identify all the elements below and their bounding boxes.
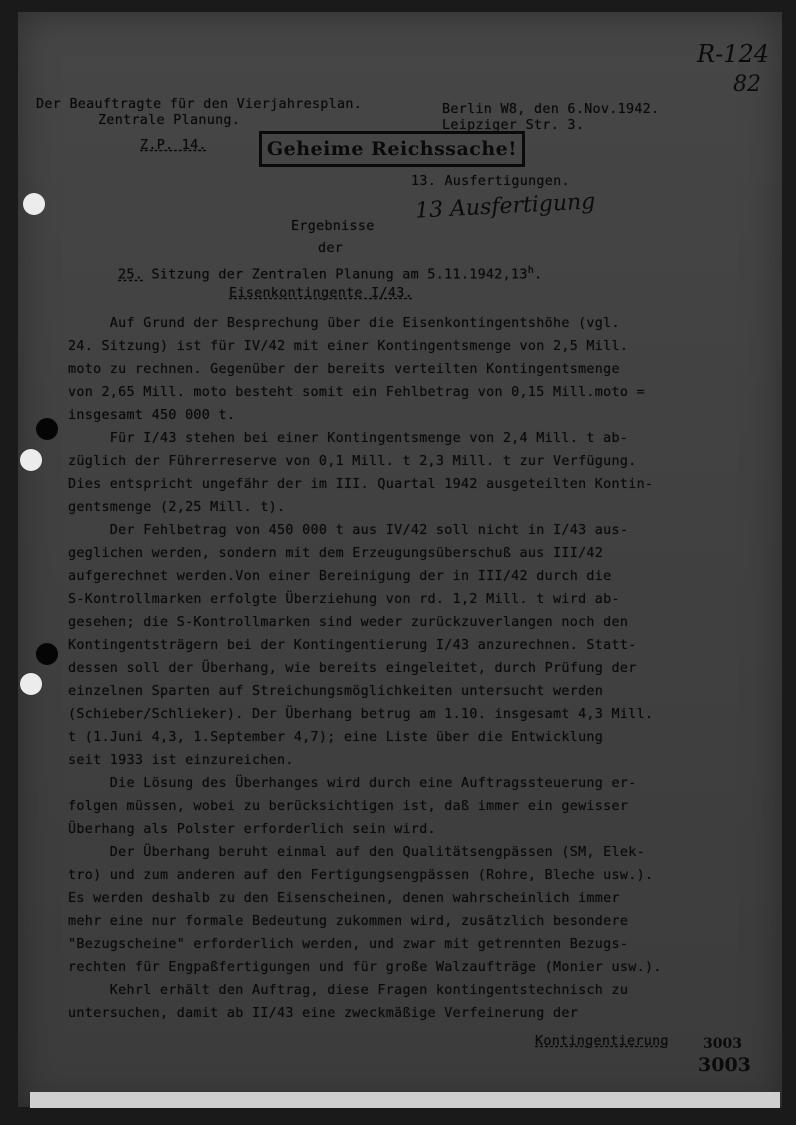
body-line: tro) und zum anderen auf den Fertigungsengpässen (Rohre, Bleche usw.).: [68, 868, 654, 883]
body-line: t (1.Juni 4,3, 1.September 4,7); eine Liste über die Entwicklung: [68, 730, 604, 745]
body-line: Kontingentsträgern bei der Kontingentierung I/43 anzurechnen. Statt-: [68, 638, 637, 653]
body-line: Der Überhang beruht einmal auf den Qualitätsengpässen (SM, Elek-: [68, 845, 645, 860]
body-line: Kehrl erhält den Auftrag, diese Fragen kontingentstechnisch zu: [68, 983, 629, 998]
body-line: Für I/43 stehen bei einer Kontingentsmenge von 2,4 Mill. t ab-: [68, 431, 629, 446]
address-line: Leipziger Str. 3.: [442, 118, 585, 133]
body-line: 24. Sitzung) ist für IV/42 mit einer Kontingentsmenge von 2,5 Mill.: [68, 339, 629, 354]
body-line: Auf Grund der Besprechung über die Eisenkontingentshöhe (vgl.: [68, 316, 620, 331]
body-line: untersuchen, damit ab II/43 eine zweckmäßige Verfeinerung der: [68, 1006, 579, 1021]
body-line: von 2,65 Mill. moto besteht somit ein Fehlbetrag von 0,15 Mill.moto =: [68, 385, 645, 400]
paper-edge-strip: [30, 1092, 780, 1108]
body-line: einzelnen Sparten auf Streichungsmöglichkeiten untersucht werden: [68, 684, 604, 699]
secret-stamp: [259, 131, 525, 167]
body-line: mehr eine nur formale Bedeutung zukommen wird, zusätzlich besondere: [68, 914, 629, 929]
body-line: Dies entspricht ungefähr der im III. Quartal 1942 ausgeteilten Kontin-: [68, 477, 654, 492]
session-end: .: [534, 267, 543, 283]
title-line-2: der: [318, 241, 344, 256]
document-number-small: 3003: [703, 1036, 742, 1052]
body-line: dessen soll der Überhang, wie bereits eingeleitet, durch Prüfung der: [68, 661, 637, 676]
copies-typed: 13. Ausfertigungen.: [411, 174, 570, 189]
body-line: Es werden deshalb zu den Eisenscheinen, denen wahrscheinlich immer: [68, 891, 620, 906]
subtitle: Eisenkontingente I/43.: [229, 286, 413, 301]
title-line-1: Ergebnisse: [291, 219, 375, 234]
body-line: rechten für Engpaßfertigungen und für große Walzaufträge (Monier usw.).: [68, 960, 662, 975]
body-line: geglichen werden, sondern mit dem Erzeugungsüberschuß aus III/42: [68, 546, 604, 561]
place-date-line: Berlin W8, den 6.Nov.1942.: [442, 102, 660, 117]
reference-number: Z.P. 14.: [140, 138, 207, 153]
archive-page-number: 82: [733, 72, 761, 97]
catchword: Kontingentierung: [535, 1034, 669, 1049]
issuer-line-2: Zentrale Planung.: [98, 113, 241, 128]
punch-hole: [36, 418, 58, 440]
body-line: seit 1933 ist einzureichen.: [68, 753, 294, 768]
body-line: insgesamt 450 000 t.: [68, 408, 236, 423]
body-line: gesehen; die S-Kontrollmarken sind weder zurückzuverlangen noch den: [68, 615, 629, 630]
body-line: aufgerechnet werden.Von einer Bereinigung der in III/42 durch die: [68, 569, 612, 584]
body-line: Die Lösung des Überhanges wird durch eine Auftragssteuerung er-: [68, 776, 637, 791]
session-number: 25.: [118, 267, 144, 283]
body-line: S-Kontrollmarken erfolgte Überziehung von rd. 1,2 Mill. t wird ab-: [68, 592, 620, 607]
issuer-line-1: Der Beauftragte für den Vierjahresplan.: [36, 97, 363, 112]
session-text: Sitzung der Zentralen Planung am 5.11.1942,13: [143, 267, 528, 283]
copies-handwritten: 13 Ausfertigung: [414, 189, 596, 224]
punch-hole: [20, 673, 42, 695]
punch-hole: [20, 449, 42, 471]
punch-hole: [36, 643, 58, 665]
body-line: folgen müssen, wobei zu berücksichtigen ist, daß immer ein gewisser: [68, 799, 629, 814]
body-line: moto zu rechnen. Gegenüber der bereits verteilten Kontingentsmenge: [68, 362, 620, 377]
punch-hole: [23, 193, 45, 215]
session-time-sup: h: [527, 265, 535, 276]
body-line: Überhang als Polster erforderlich sein wird.: [68, 822, 436, 837]
archive-mark: R-124: [697, 40, 769, 68]
body-line: züglich der Führerreserve von 0,1 Mill. t 2,3 Mill. t zur Verfügung.: [68, 454, 637, 469]
body-line: Der Fehlbetrag von 450 000 t aus IV/42 soll nicht in I/43 aus-: [68, 523, 629, 538]
title-line-3: [118, 262, 542, 284]
body-line: "Bezugscheine" erforderlich werden, und zwar mit getrennten Bezugs-: [68, 937, 629, 952]
body-line: gentsmenge (2,25 Mill. t).: [68, 500, 286, 515]
body-line: (Schieber/Schlieker). Der Überhang betrug am 1.10. insgesamt 4,3 Mill.: [68, 707, 654, 722]
document-number-large: 3003: [698, 1054, 751, 1076]
secret-stamp-text: Geheime Reichssache!: [266, 138, 518, 160]
